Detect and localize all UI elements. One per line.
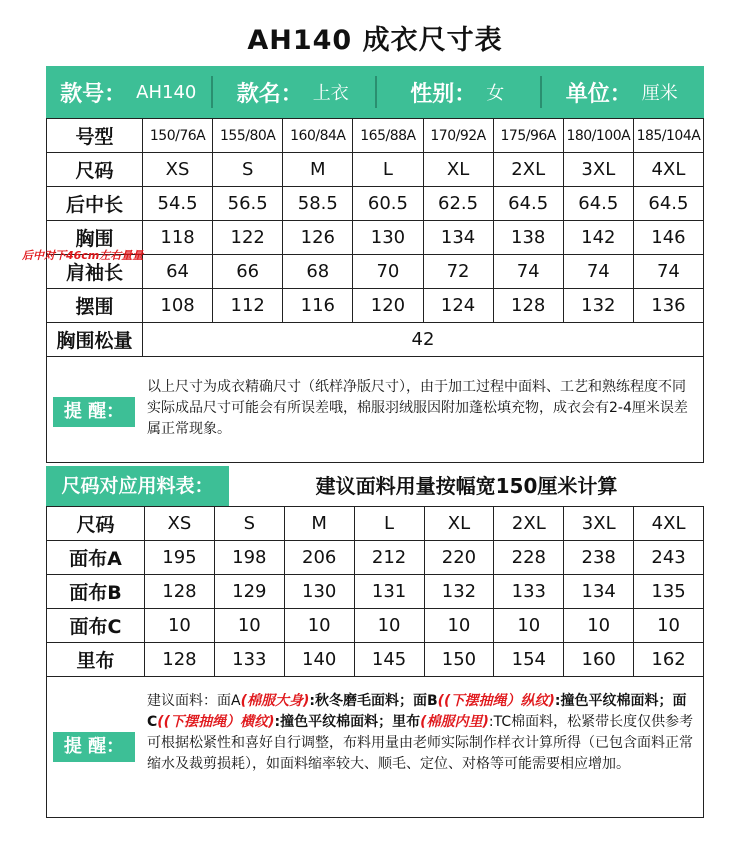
- table-cell: 112: [213, 289, 283, 323]
- unit-cell: [540, 66, 705, 118]
- table-cell: 195: [145, 541, 215, 575]
- style-no-label: 款号：: [60, 81, 127, 107]
- style-no-value: AH140: [136, 81, 197, 103]
- table-cell: 116: [283, 289, 353, 323]
- name-cell: [211, 66, 376, 118]
- row-label: 摆围: [47, 289, 143, 323]
- table-cell: 238: [564, 541, 634, 575]
- table-cell: 108: [143, 289, 213, 323]
- table-cell: 10: [284, 609, 354, 643]
- gender-cell: [375, 66, 540, 118]
- table-cell: 124: [423, 289, 493, 323]
- table-row: [47, 323, 704, 357]
- table-cell: 134: [423, 221, 493, 255]
- unit-value: 厘米: [641, 83, 678, 104]
- table-cell: 134: [564, 575, 634, 609]
- fabric-table: [46, 506, 704, 677]
- name-value: 上衣: [312, 83, 349, 104]
- table-row: [47, 187, 704, 221]
- table-cell: 56.5: [213, 187, 283, 221]
- table-cell: 130: [284, 575, 354, 609]
- table-cell: XL: [424, 507, 494, 541]
- row-label: 后中长: [47, 187, 143, 221]
- table-cell: 64.5: [493, 187, 563, 221]
- table-cell: 60.5: [353, 187, 423, 221]
- table-cell: 243: [634, 541, 704, 575]
- table-cell: 128: [145, 643, 215, 677]
- note-text: 以上尺寸为成衣精确尺寸（纸样净版尺寸），由于加工过程中面料、工艺和熟练程度不同实际成品尺寸可能会有所误差哦，棉服羽绒服因附加蓬松填充物，成衣会有2-4厘米误差属正常现象。: [147, 379, 688, 437]
- table-cell: 2XL: [493, 153, 563, 187]
- note-badge: 提 醒：: [53, 732, 135, 762]
- table-cell: 118: [143, 221, 213, 255]
- page-title: AH140 成衣尺寸表: [247, 25, 503, 56]
- table-cell: 72: [423, 255, 493, 289]
- fabric-section-tab: 尺码对应用料表：: [46, 466, 229, 506]
- table-cell: 70: [353, 255, 423, 289]
- row-label: 面布A: [47, 541, 145, 575]
- note-seg: :TC棉面料，松紧带长度仅供参考可根据松紧性和喜好自行调整，布料用量由老师实际制作样衣计算所得（已包含面料正常缩水及裁剪损耗），如面料缩率较大、顺毛、定位、对格等可能需要相应增加。: [147, 714, 694, 772]
- table-row: [47, 255, 704, 289]
- row-label: 号型: [47, 119, 143, 153]
- style-no-cell: [46, 66, 211, 118]
- table-row: [47, 289, 704, 323]
- table-cell: S: [213, 153, 283, 187]
- table-cell: 146: [633, 221, 703, 255]
- note-highlight: ((下摆抽绳）纵纹): [437, 693, 555, 709]
- table-cell: 136: [633, 289, 703, 323]
- table-cell: 142: [563, 221, 633, 255]
- table-cell: 120: [353, 289, 423, 323]
- table-cell: 160: [564, 643, 634, 677]
- table-cell: 130: [353, 221, 423, 255]
- chest-ease-value: 42: [143, 323, 704, 357]
- table-cell: 64.5: [563, 187, 633, 221]
- measurement-annotation: 后中对下46cm左右量量: [22, 249, 144, 262]
- note-box-1: [46, 357, 704, 463]
- table-cell: 132: [563, 289, 633, 323]
- table-cell: 170/92A: [423, 119, 493, 153]
- gender-label: 性别：: [410, 81, 477, 107]
- table-cell: 122: [213, 221, 283, 255]
- table-cell: 64.5: [633, 187, 703, 221]
- table-row: [47, 575, 704, 609]
- table-cell: 58.5: [283, 187, 353, 221]
- table-cell: 135: [634, 575, 704, 609]
- gender-value: 女: [486, 83, 505, 104]
- table-cell: L: [354, 507, 424, 541]
- header-bar: [46, 66, 704, 118]
- table-cell: 10: [634, 609, 704, 643]
- table-cell: L: [353, 153, 423, 187]
- table-cell: 154: [494, 643, 564, 677]
- table-row: [47, 221, 704, 255]
- table-cell: 128: [145, 575, 215, 609]
- table-cell: 131: [354, 575, 424, 609]
- unit-label: 单位：: [565, 81, 632, 107]
- note-badge: 提 醒：: [53, 397, 135, 427]
- table-cell: 129: [214, 575, 284, 609]
- size-table: [46, 118, 704, 357]
- fabric-section-title: 建议面料用量按幅宽150厘米计算: [315, 474, 618, 498]
- table-cell: 3XL: [564, 507, 634, 541]
- table-cell: 74: [633, 255, 703, 289]
- table-cell: M: [284, 507, 354, 541]
- chest-ease-label: 胸围松量: [47, 323, 143, 357]
- note-highlight: (棉服内里): [420, 714, 489, 730]
- table-cell: 10: [494, 609, 564, 643]
- table-cell: 165/88A: [353, 119, 423, 153]
- row-label: 肩袖长: [47, 255, 143, 289]
- table-cell: 10: [564, 609, 634, 643]
- row-label: 胸围: [47, 221, 143, 255]
- table-cell: 150/76A: [143, 119, 213, 153]
- table-cell: 74: [493, 255, 563, 289]
- table-row: [47, 541, 704, 575]
- table-cell: 162: [634, 643, 704, 677]
- table-cell: 212: [354, 541, 424, 575]
- table-cell: 185/104A: [633, 119, 703, 153]
- table-cell: 145: [354, 643, 424, 677]
- table-cell: 220: [424, 541, 494, 575]
- table-row: [47, 507, 704, 541]
- table-cell: 10: [424, 609, 494, 643]
- table-cell: 133: [214, 643, 284, 677]
- table-cell: 206: [284, 541, 354, 575]
- table-row: [47, 643, 704, 677]
- table-cell: 155/80A: [213, 119, 283, 153]
- table-row: [47, 609, 704, 643]
- row-label: 里布: [47, 643, 145, 677]
- table-cell: 10: [354, 609, 424, 643]
- name-label: 款名：: [236, 81, 303, 107]
- table-cell: 3XL: [563, 153, 633, 187]
- note-highlight: ((下摆抽绳）横纹): [157, 714, 275, 730]
- table-cell: 10: [214, 609, 284, 643]
- table-cell: 133: [494, 575, 564, 609]
- table-row: [47, 119, 704, 153]
- table-cell: 2XL: [494, 507, 564, 541]
- table-cell: 62.5: [423, 187, 493, 221]
- fabric-section-header: [46, 466, 704, 506]
- table-cell: 126: [283, 221, 353, 255]
- table-cell: 132: [424, 575, 494, 609]
- table-cell: 180/100A: [563, 119, 633, 153]
- note-box-2: [46, 677, 704, 818]
- table-cell: 128: [493, 289, 563, 323]
- note-seg: :撞色平纹棉面料；里布: [274, 714, 421, 730]
- table-cell: 10: [145, 609, 215, 643]
- table-cell: XS: [143, 153, 213, 187]
- row-label: 面布B: [47, 575, 145, 609]
- table-cell: XS: [145, 507, 215, 541]
- table-cell: 4XL: [633, 153, 703, 187]
- row-label: 面布C: [47, 609, 145, 643]
- table-cell: 68: [283, 255, 353, 289]
- note-seg: :撞色平纹棉面料；面C: [147, 693, 687, 730]
- table-cell: 175/96A: [493, 119, 563, 153]
- table-cell: 4XL: [634, 507, 704, 541]
- note-highlight: (棉服大身): [240, 693, 310, 709]
- table-cell: 74: [563, 255, 633, 289]
- table-cell: 228: [494, 541, 564, 575]
- table-cell: M: [283, 153, 353, 187]
- note-seg: 建议面料：面A: [147, 693, 241, 709]
- table-cell: 138: [493, 221, 563, 255]
- table-cell: 64: [143, 255, 213, 289]
- row-label: 尺码: [47, 153, 143, 187]
- table-row: [47, 153, 704, 187]
- row-label: 尺码: [47, 507, 145, 541]
- table-cell: 160/84A: [283, 119, 353, 153]
- table-cell: 150: [424, 643, 494, 677]
- table-cell: 54.5: [143, 187, 213, 221]
- note-seg: :秋冬磨毛面料；面B: [309, 693, 438, 709]
- table-cell: XL: [423, 153, 493, 187]
- table-cell: 198: [214, 541, 284, 575]
- table-cell: S: [214, 507, 284, 541]
- table-cell: 140: [284, 643, 354, 677]
- table-cell: 66: [213, 255, 283, 289]
- note-text: [147, 691, 695, 775]
